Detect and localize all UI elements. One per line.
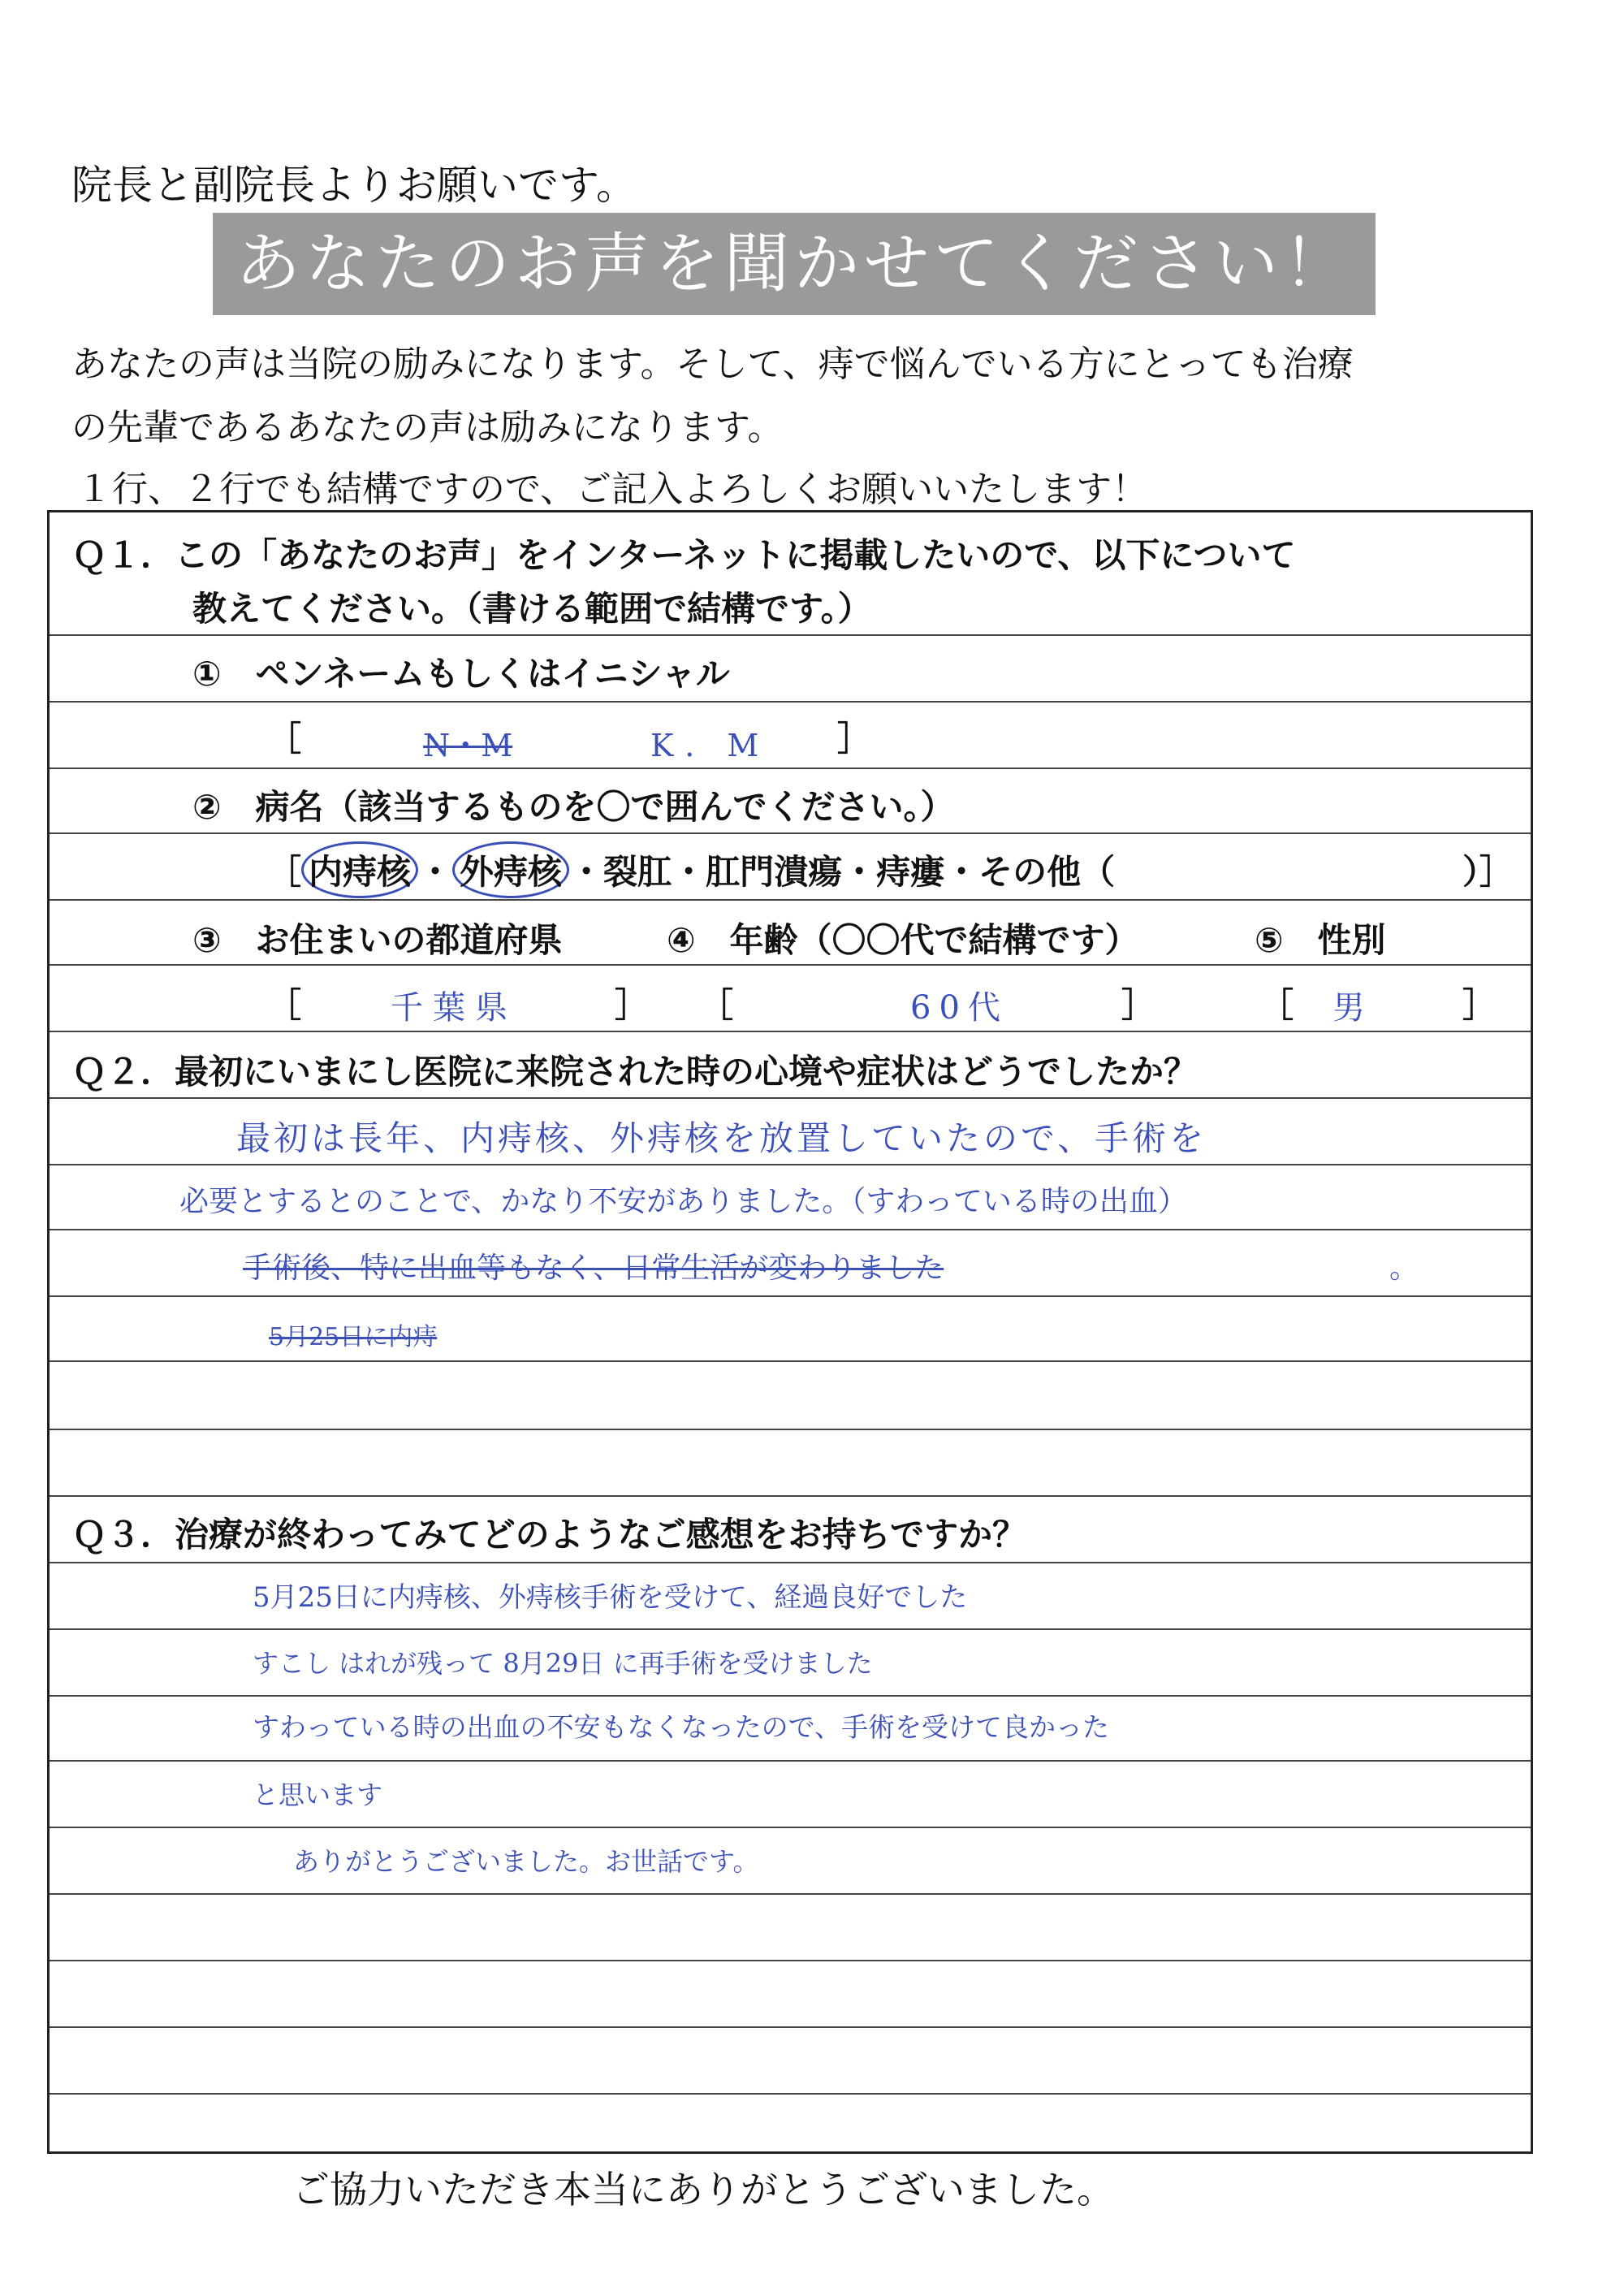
rule-line: [50, 1360, 1531, 1362]
rule-line: [50, 1695, 1531, 1697]
q3-answer-line-5: ありがとうございました。お世話です。: [293, 1846, 759, 1877]
rule-line: [50, 1628, 1531, 1630]
prefecture-label: ③ お住まいの都道府県: [192, 920, 563, 960]
q2-answer-line-2: 必要とするとのことで、かなり不安がありました。（すわっている時の出血）: [179, 1185, 1187, 1218]
age-answer: 60代: [910, 989, 1009, 1027]
rule-line: [50, 832, 1531, 834]
q1-label: Ｑ１．この「あなたのお声」をインターネットに掲載したいので、以下について: [72, 535, 1296, 575]
rule-line: [50, 1295, 1531, 1297]
bracket-open: ［: [267, 719, 302, 759]
q2-answer-line-4-strikethrough: 5月25日に内痔: [269, 1323, 438, 1351]
q1-label-cont: 教えてください。（書ける範囲で結構です。）: [192, 589, 872, 629]
banner-title: あなたのお声を聞かせてください！: [213, 213, 1376, 315]
intro-line-3: １行、２行でも結構ですので、ご記入よろしくお願いいたします！: [76, 469, 1148, 510]
q2-label: Ｑ２．最初にいまにし医院に来院された時の心境や症状はどうでしたか？: [72, 1052, 1199, 1092]
prefecture-bracket-open: ［: [267, 985, 302, 1025]
disease-label: ② 病名（該当するものを〇で囲んでください。）: [192, 787, 955, 827]
rule-line: [50, 634, 1531, 636]
gender-label: ⑤ 性別: [1255, 920, 1386, 960]
gender-bracket-close: ］: [1462, 985, 1497, 1025]
q2-answer-line-3-strikethrough: 手術後、特に出血等もなく、日常生活が変わりました: [243, 1252, 944, 1285]
pen-name-label: ① ペンネームもしくはイニシャル: [192, 654, 730, 694]
rule-line: [50, 1031, 1531, 1032]
rule-line: [50, 1893, 1531, 1895]
q3-answer-line-3: すわっている時の出血の不安もなくなったので、手術を受けて良かった: [253, 1711, 1110, 1743]
rule-line: [50, 1164, 1531, 1165]
bracket-open: ［: [267, 852, 302, 892]
bracket-close: ］: [837, 719, 872, 759]
gender-answer: 男: [1332, 989, 1365, 1027]
prefecture-answer: 千葉県: [391, 989, 517, 1027]
age-bracket-close: ］: [1121, 985, 1156, 1025]
rule-line: [50, 1097, 1531, 1099]
prefecture-bracket-close: ］: [615, 985, 650, 1025]
age-bracket-open: ［: [699, 985, 734, 1025]
pen-name-answer: K．M: [650, 728, 771, 763]
rule-line: [50, 964, 1531, 966]
disease-external-hemorrhoid-circled: 外痔核: [452, 841, 569, 898]
rule-line: [50, 1495, 1531, 1497]
rule-line: [50, 2093, 1531, 2095]
survey-form: [47, 510, 1533, 2154]
rule-line: [50, 1760, 1531, 1762]
footer-thanks: ご協力いただき本当にありがとうございました。: [292, 2168, 1114, 2212]
q3-answer-line-2: すこし はれが残って 8月29日 に再手術を受けました: [253, 1648, 873, 1679]
q2-answer-line-1: 最初は長年、内痔核、外痔核を放置していたので、手術を: [236, 1118, 1207, 1158]
rule-line: [50, 701, 1531, 703]
intro-line-2: の先輩であるあなたの声は励みになります。: [71, 407, 784, 448]
q2-answer-line-3-end: 。: [1389, 1252, 1419, 1285]
q3-answer-line-1: 5月25日に内痔核、外痔核手術を受けて、経過良好でした: [253, 1581, 968, 1614]
disease-close-bracket: ）］: [1462, 852, 1514, 892]
gender-bracket-open: ［: [1259, 985, 1294, 1025]
rule-line: [50, 1562, 1531, 1563]
pen-name-strikethrough: N・M: [423, 728, 513, 763]
disease-options: [267, 845, 1115, 894]
intro-line-1: あなたの声は当院の励みになります。そして、痔で悩んでいる方にとっても治療: [71, 344, 1354, 385]
q3-label: Ｑ３．治療が終わってみてどのようなご感想をお持ちですか？: [72, 1515, 1027, 1554]
q3-answer-line-4: と思います: [253, 1779, 383, 1810]
rule-line: [50, 767, 1531, 769]
disease-other-options: ・裂肛・肛門潰瘍・痔瘻・その他（: [569, 852, 1116, 892]
disease-internal-hemorrhoid-circled: 内痔核: [301, 841, 418, 898]
rule-line: [50, 2026, 1531, 2028]
rule-line: [50, 1960, 1531, 1961]
request-heading: 院長と副院長よりお願いです。: [71, 162, 637, 209]
rule-line: [50, 1827, 1531, 1828]
rule-line: [50, 1429, 1531, 1430]
rule-line: [50, 1229, 1531, 1230]
rule-line: [50, 899, 1531, 901]
separator: ・: [418, 852, 453, 892]
age-label: ④ 年齢（〇〇代で結構です）: [667, 920, 1139, 960]
